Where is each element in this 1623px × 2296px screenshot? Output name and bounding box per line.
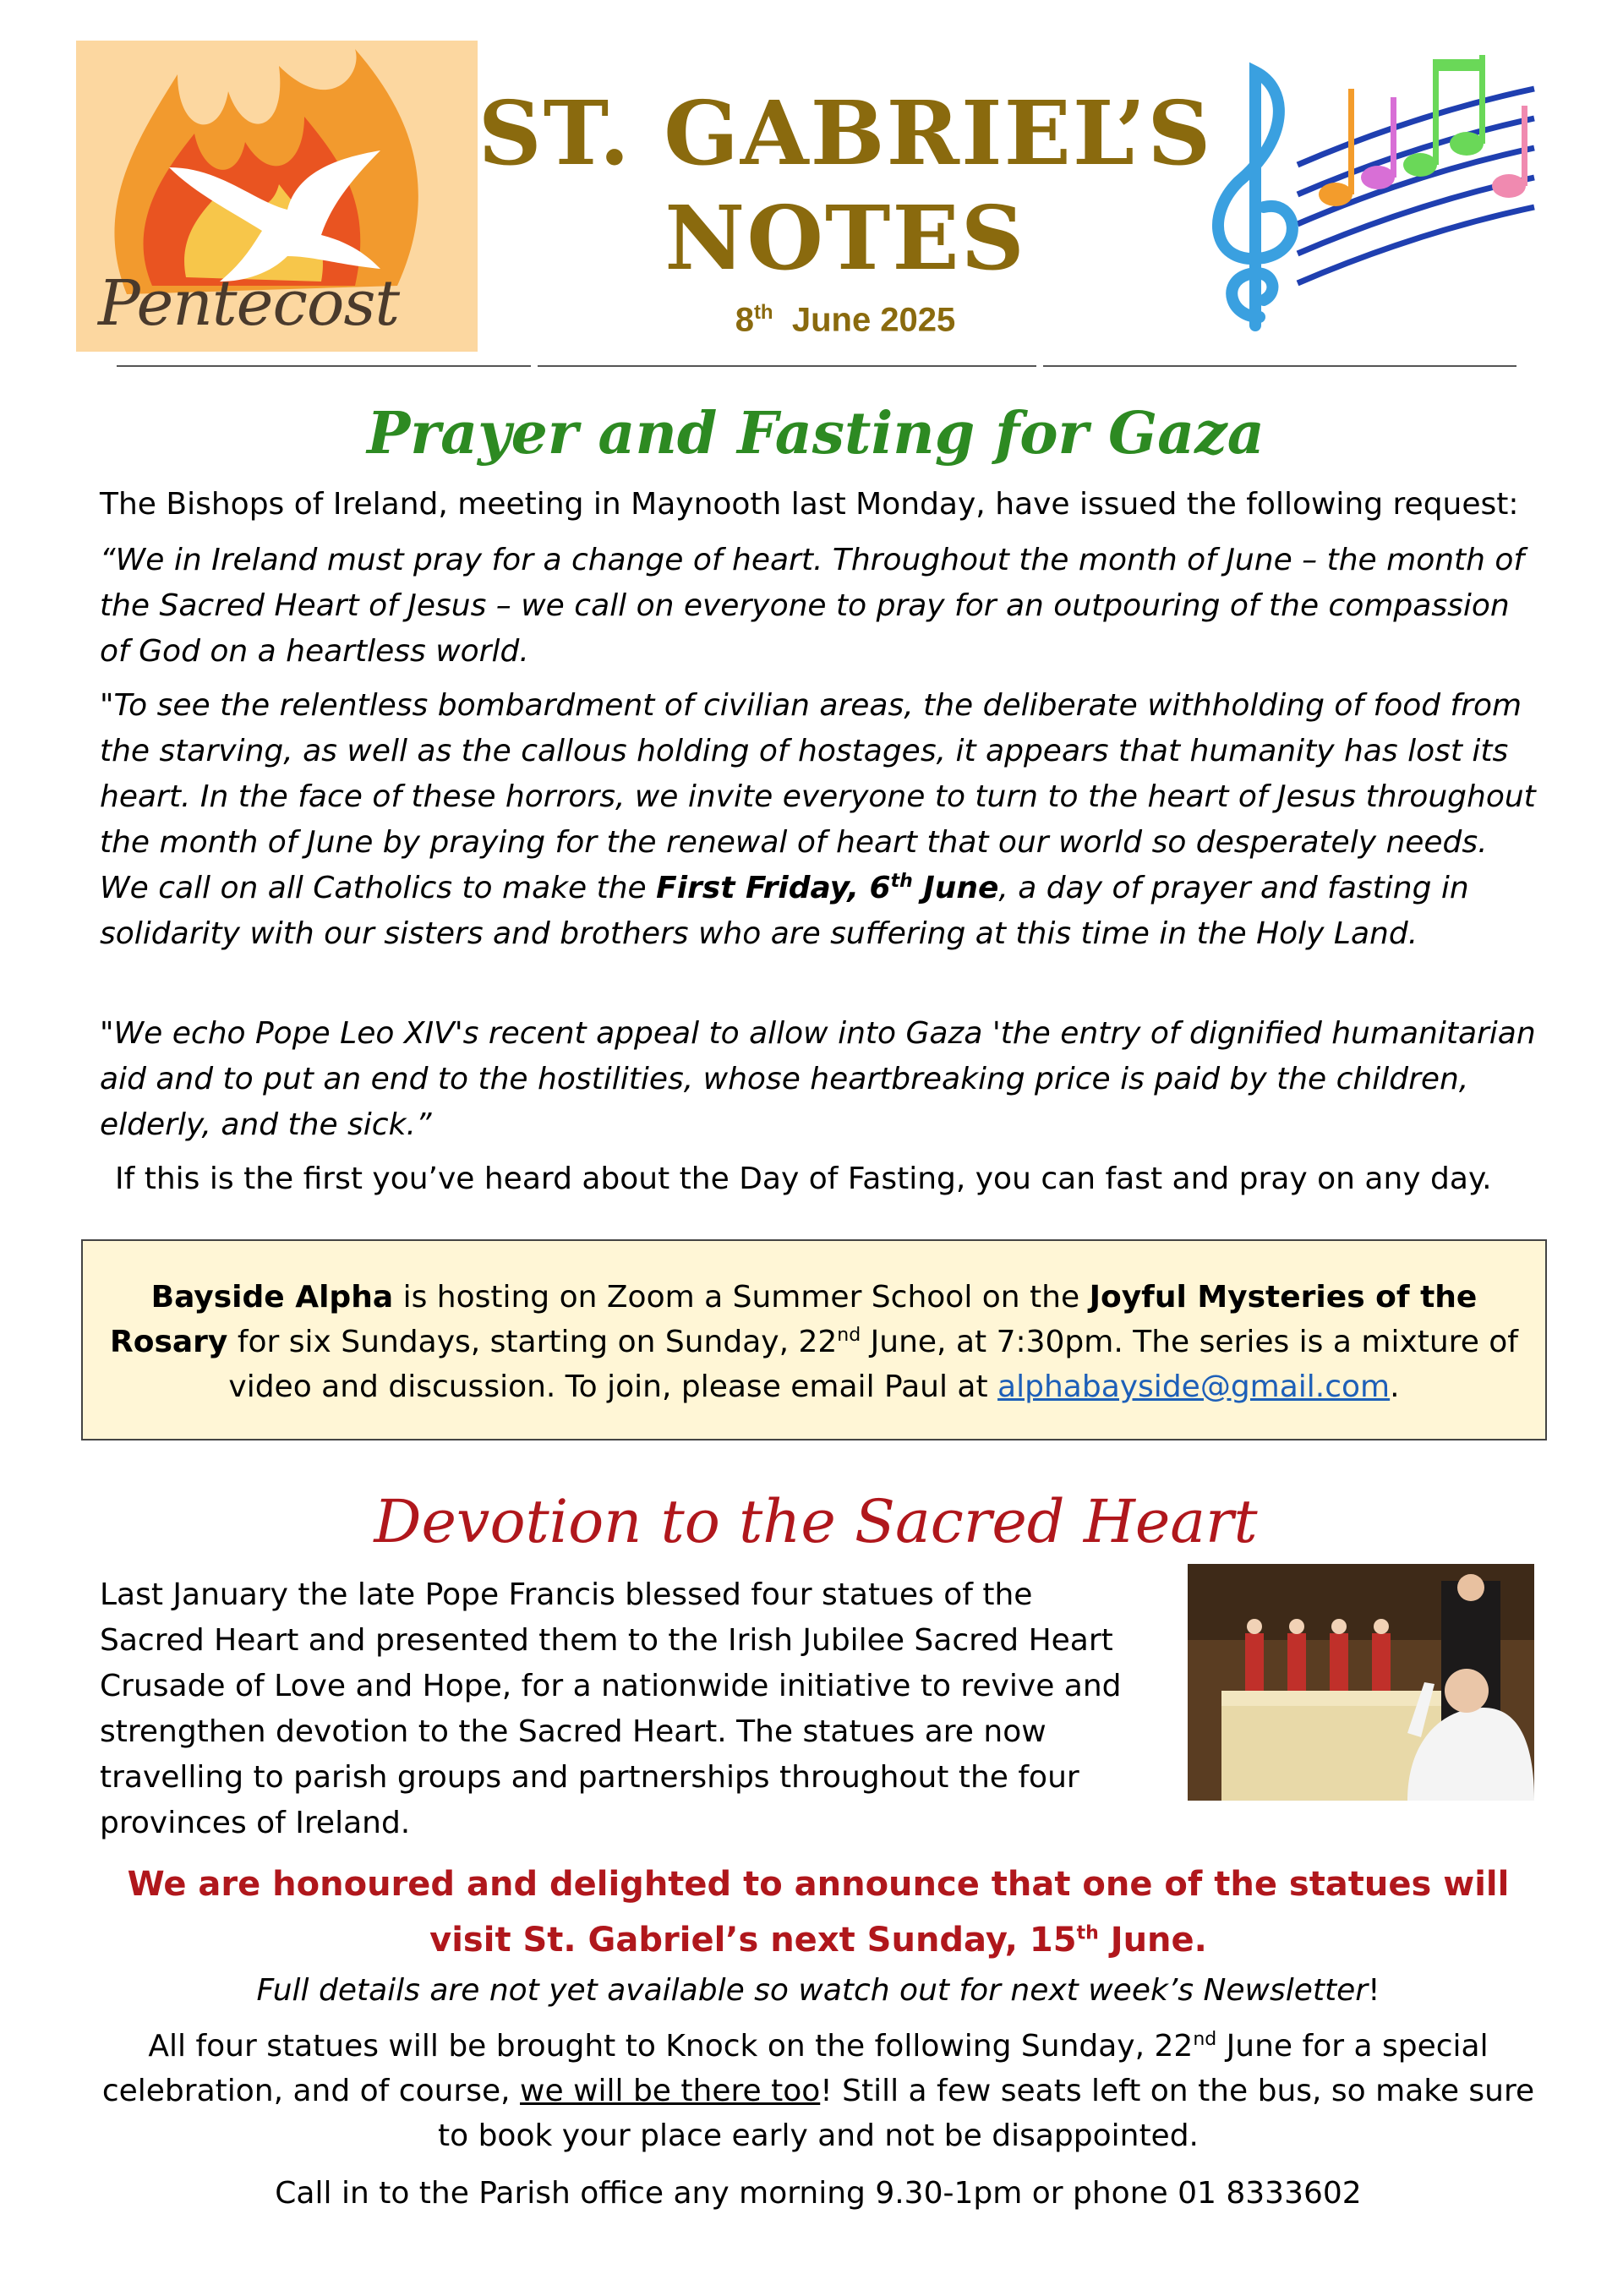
bayside-alpha-box (81, 1239, 1547, 1440)
issue-date: 8th June 2025 (735, 301, 956, 339)
paragraph-line: Sacred Heart and presented them to the Irish Jubilee Sacred Heart (100, 1623, 1113, 1658)
paragraph-line: strengthen devotion to the Sacred Heart. The statues are now (100, 1714, 1046, 1749)
paragraph-line: travelling to parish groups and partnerships throughout the four (100, 1760, 1079, 1795)
gaza-heading: Prayer and Fasting for Gaza (367, 400, 1265, 467)
pope-blessing-statues-image (1188, 1564, 1534, 1801)
sacred-heart-paragraph (100, 1572, 1182, 1846)
knock-celebration-text: All four statues will be brought to Knock on the following Sunday, 22nd June for a special celebration, and of course, we will be there too! Still a few seats left on the bus, so make sure to book your place early and not be disappointed. (101, 2029, 1535, 2153)
paragraph-line: Last January the late Pope Francis blessed four statues of the (100, 1577, 1033, 1612)
gaza-quote-3: "We echo Pope Leo XIV's recent appeal to allow into Gaza 'the entry of dignified humanitarian aid and to put an end to the hostilities, whose heartbreaking price is paid by the children, elderly, and the sick.” (100, 1016, 1536, 1142)
pope-statues-photo (1188, 1564, 1534, 1801)
music-notes-image (1196, 38, 1543, 342)
pentecost-label: Pentecost (98, 267, 400, 340)
parish-office-contact: Call in to the Parish office any morning 9.30-1pm or phone 01 8333602 (275, 2176, 1362, 2211)
email-link[interactable]: alphabayside@gmail.com (997, 1369, 1391, 1404)
pentecost-logo (76, 41, 478, 352)
statue-visit-announcement: We are honoured and delighted to announce that one of the statues will visit St. Gabriel’s next Sunday, 15th June. (127, 1865, 1510, 1960)
paragraph-line: Crusade of Love and Hope, for a nationwide initiative to revive and (100, 1669, 1122, 1703)
music-staff-icon (1196, 38, 1543, 342)
sacred-heart-heading: Devotion to the Sacred Heart (374, 1487, 1258, 1556)
bayside-alpha-text: Bayside Alpha is hosting on Zoom a Summer School on the Joyful Mysteries of the Rosary for six Sundays, starting on Sunday, 22nd June, at 7:30pm. The series is a mixture of video and discussion. To join, please email Paul at alphabayside@gmail.com. (110, 1280, 1518, 1404)
gaza-intro: The Bishops of Ireland, meeting in Maynooth last Monday, have issued the following request: (100, 487, 1519, 522)
gaza-quote-1: “We in Ireland must pray for a change of heart. Throughout the month of June – the month of the Sacred Heart of Jesus – we call on everyone to pray for an outpouring of the compassion of God on a heartless world. (100, 543, 1525, 669)
header-divider-1 (117, 365, 531, 367)
header-divider-2 (538, 365, 1036, 367)
header-divider-3 (1043, 365, 1516, 367)
newsletter-title-line2: NOTES (664, 186, 1026, 290)
newsletter-title-line1: ST. GABRIEL’S (478, 81, 1213, 185)
paragraph-line: provinces of Ireland. (100, 1806, 411, 1840)
gaza-quote-2: "To see the relentless bombardment of civilian areas, the deliberate withholding of food from the starving, as well as the callous holding of hostages, it appears that humanity has lost its heart. In the face of these horrors, we invite everyone to turn to the heart of Jesus throughout the month of June by praying for the renewal of heart that our world so desperately needs. We call on all Catholics to make the First Friday, 6th June, a day of prayer and fasting in solidarity with our sisters and brothers who are suffering at this time in the Holy Land. (100, 688, 1536, 951)
gaza-closing: If this is the first you’ve heard about the Day of Fasting, you can fast and pray on any day. (115, 1162, 1492, 1196)
newsletter-details-note: Full details are not yet available so watch out for next week’s Newsletter! (256, 1973, 1380, 2008)
